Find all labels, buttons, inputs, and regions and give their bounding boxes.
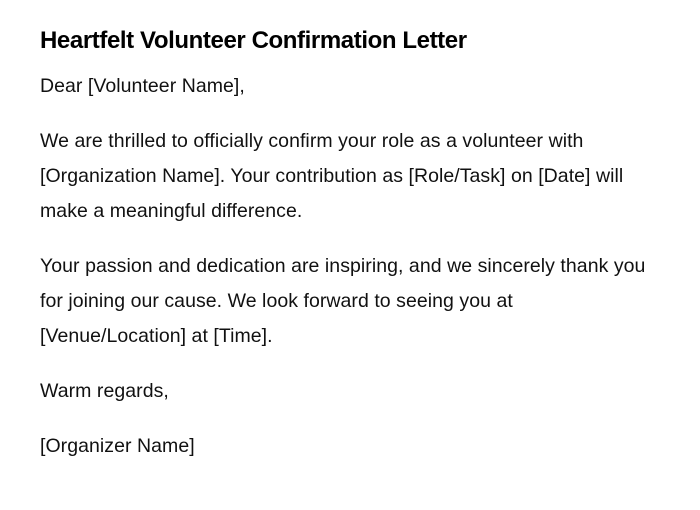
- letter-greeting: Dear [Volunteer Name],: [40, 75, 245, 97]
- letter-signature: [Organizer Name]: [40, 435, 195, 457]
- letter-title: Heartfelt Volunteer Confirmation Letter: [40, 27, 467, 54]
- letter-paragraph-thanks: Your passion and dedication are inspiring, and we sincerely thank you for joining our cause. We look forward to seeing you at [Venue/Location] at [Time].: [40, 255, 646, 347]
- letter-paragraph-confirmation: We are thrilled to officially confirm your role as a volunteer with [Organization Name]. Your contribution as [Role/Task] on [Date] will make a meaningful difference.: [40, 130, 624, 222]
- letter-closing: Warm regards,: [40, 380, 169, 402]
